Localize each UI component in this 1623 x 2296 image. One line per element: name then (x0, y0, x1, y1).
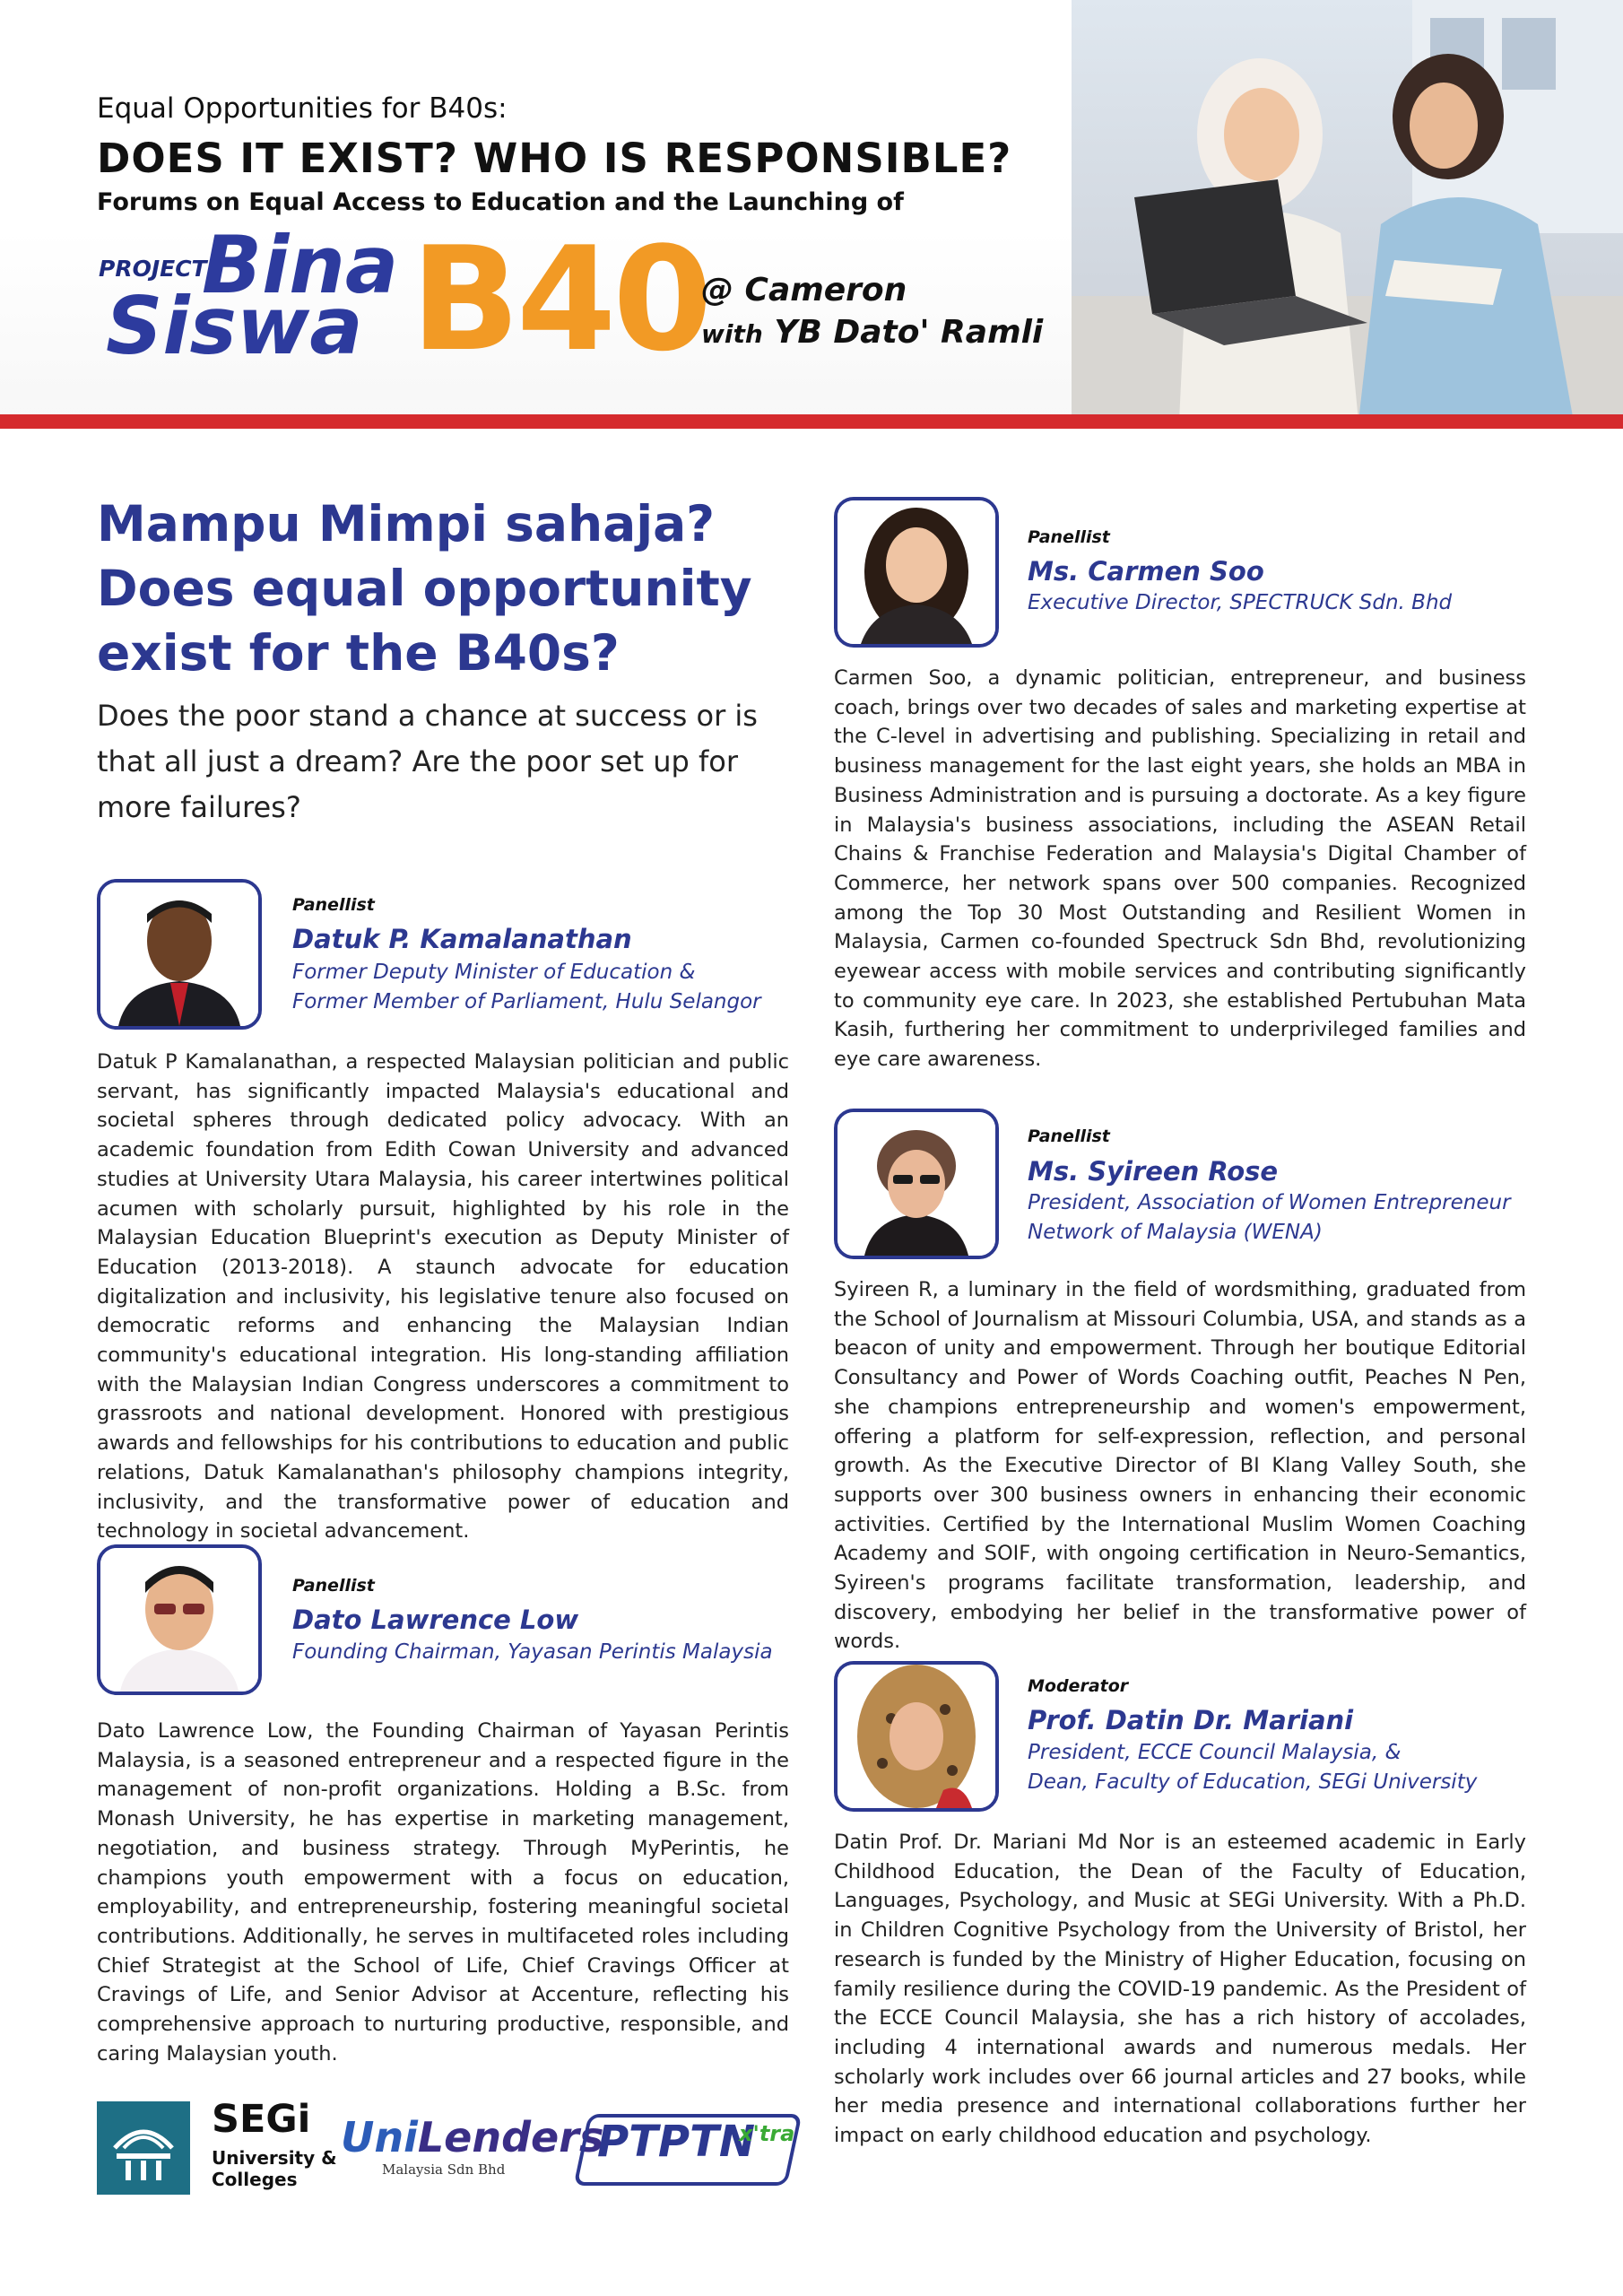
panelist-photo-kamalanathan (97, 879, 262, 1030)
panelist-title (292, 958, 794, 1017)
event-guest-prefix: with (701, 319, 763, 349)
panelist-name: Ms. Syireen Rose (1028, 1156, 1279, 1187)
ptptn-xtra: x'tra (739, 2121, 795, 2146)
avatar (100, 1548, 258, 1692)
panelist-name: Dato Lawrence Low (292, 1605, 579, 1635)
logo-b40-word: B40 (411, 215, 709, 383)
panelist-role: Panellist (292, 1576, 375, 1596)
intro-question: Mampu Mimpi sahaja? Does equal opportunity exist for the B40s? (97, 495, 752, 682)
panelist-name: Datuk P. Kamalanathan (292, 924, 632, 954)
panelist-title (1028, 588, 1530, 618)
logo-siswa-word: Siswa (106, 280, 363, 372)
panelist-photo-syireen-rose (834, 1109, 999, 1259)
moderator-photo-mariani (834, 1661, 999, 1812)
moderator-title-line: President, ECCE Council Malaysia, & (1028, 1741, 1402, 1764)
moderator-bio: Datin Prof. Dr. Mariani Md Nor is an esteemed academic in Early Childhood Education, the Dean of the Faculty of Education, Languages, Psychology, and Music at SEGi University. With a Ph.D. in Children Cognitive Psychology from the University of Bristol, her research is funded by the Ministry of Higher Education, focusing on family resilience during the COVID-19 pandemic. As the President of the ECCE Council Malaysia, she has a rich history of accolades, including 4 international awards and numerous medals. Her scholarly work includes over 66 journal articles and 27 books, while her media presence and international collaborations further her impact on early childhood education and psychology. (834, 1831, 1526, 2148)
avatar (838, 1665, 995, 1808)
panelist-title-line: Executive Director, SPECTRUCK Sdn. Bhd (1028, 591, 1453, 614)
ptptn-logo: PTPTN (597, 2117, 756, 2167)
unilenders-logo (341, 2113, 603, 2161)
avatar (838, 500, 995, 644)
header-divider (0, 414, 1623, 429)
moderator-title (1028, 1738, 1566, 1797)
avatar (100, 883, 258, 1026)
segi-subtitle (212, 2147, 337, 2190)
segi-logo-icon (97, 2101, 190, 2195)
panelist-photo-carmen-soo (834, 497, 999, 648)
students-photo (1072, 0, 1623, 420)
header-banner (0, 0, 1623, 420)
panelist-photo-lawrence-low (97, 1544, 262, 1695)
intro-text: Does the poor stand a chance at success or is that all just a dream? Are the poor set up for more failures? (97, 699, 758, 824)
event-guest (701, 314, 1043, 351)
panelist-title-line: Network of Malaysia (WENA) (1028, 1221, 1323, 1244)
panelist-title-line: President, Association of Women Entrepreneur (1028, 1191, 1511, 1214)
panelist-role: Panellist (292, 895, 375, 915)
unilenders-subtitle: Malaysia Sdn Bhd (382, 2161, 506, 2178)
event-pre-title: Equal Opportunities for B40s: (97, 92, 508, 125)
panelist-title-line: Former Deputy Minister of Education & (292, 961, 696, 984)
avatar (838, 1112, 995, 1256)
panelist-name: Ms. Carmen Soo (1028, 556, 1264, 587)
segi-subtitle-line: Colleges (212, 2169, 298, 2190)
panelist-title (1028, 1188, 1566, 1248)
panelist-title (292, 1638, 794, 1667)
segi-name: SEGi (212, 2097, 311, 2142)
panelist-bio: Carmen Soo, a dynamic politician, entrepreneur, and business coach, brings over two decades of sales and marketing expertise at the C-level in advertising and publishing. Specializing in retail and business management for the last eight years, she holds an MBA in Business Administration and is pursuing a doctorate. As a key figure in Malaysia's business associations, including the ASEAN Retail Chains & Franchise Federation and Malaysia's Digital Chamber of Commerce, her network spans over 500 companies. Recognized among the Top 30 Most Outstanding and Resilient Women in Malaysia, Carmen co-founded Spectruck Sdn Bhd, revolutionizing eyewear access with mobile services and contributing significantly to community eye care. In 2023, she established Pertubuhan Mata Kasih, furthering her commitment to underprivileged families and eye care awareness. (834, 666, 1526, 1072)
unilenders-lenders: Lenders (417, 2113, 604, 2161)
panelist-title-line: Founding Chairman, Yayasan Perintis Malaysia (292, 1640, 773, 1664)
event-guest-name: YB Dato' Ramli (774, 314, 1044, 351)
panelist-bio: Syireen R, a luminary in the field of wordsmithing, graduated from the School of Journalism at Missouri Columbia, USA, and stands as a beacon of unity and empowerment. Through her boutique Editorial Consultancy and Power of Words Coaching outfit, Peaches N Pen, she champions entrepreneurship and women's empowerment, offering a platform for self-expression, reflection, and personal growth. As the Executive Director of BI Klang Valley South, she supports over 300 business owners in enhancing their economic activities. Certified by the International Muslim Women Coaching Academy and SOIF, with ongoing certification in Neuro-Semantics, Syireen's programs facilitate transformation, leadership, and discovery, embodying her belief in the transformative power of words. (834, 1278, 1526, 1654)
moderator-title-line: Dean, Faculty of Education, SEGi University (1028, 1770, 1478, 1794)
moderator-role: Moderator (1028, 1676, 1129, 1696)
logo-bina-word: Bina (202, 219, 399, 311)
segi-subtitle-line: University & (212, 2147, 337, 2169)
panelist-role: Panellist (1028, 527, 1110, 547)
event-subtitle: Forums on Equal Access to Education and the Launching of (97, 188, 904, 216)
event-venue: @ Cameron (701, 272, 907, 309)
panelist-role: Panellist (1028, 1126, 1110, 1146)
logo-project-word: PROJECT (99, 256, 207, 282)
unilenders-uni: Uni (341, 2113, 418, 2161)
panelist-title-line: Former Member of Parliament, Hulu Selangor (292, 990, 761, 1013)
panelist-bio: Datuk P Kamalanathan, a respected Malaysian politician and public servant, has significantly impacted Malaysia's educational and societal spheres through dedicated policy advocacy. With an academic foundation from Edith Cowan University and advanced studies at University Utara Malaysia, his career intertwines political acumen with scholarly pursuit, highlighted by his role in the Malaysian Education Blueprint's execution as Deputy Minister of Education (2013-2018). A staunch advocate for education digitalization and inclusivity, his legislative tenure also focused on democratic reforms and enhancing the Malaysian Indian community's educational integration. His long-standing affiliation with the Malaysian Indian Congress underscores a commitment to grassroots and national development. Honored with prestigious awards and fellowships for his contributions to education and public relations, Datuk Kamalanathan's philosophy champions integrity, inclusivity, and the transformative power of education and technology in societal advancement. (97, 1050, 789, 1544)
moderator-name: Prof. Datin Dr. Mariani (1028, 1705, 1354, 1735)
panelist-bio: Dato Lawrence Low, the Founding Chairman of Yayasan Perintis Malaysia, is a seasoned entrepreneur and a respected figure in the management of non-profit organizations. Holding a B.Sc. from Monash University, he has expertise in marketing management, negotiation, and business strategy. Through MyPerintis, he champions youth empowerment with a focus on education, employability, and entrepreneurship, fostering meaningful societal contributions. Additionally, he serves in multifaceted roles including Chief Strategist at the School of Life, Chief Cravings Officer at Cravings of Life, and Senior Advisor at Accenture, reflecting his comprehensive approach to nurturing productive, responsible, and caring Malaysian youth. (97, 1719, 789, 2066)
event-main-title: DOES IT EXIST? WHO IS RESPONSIBLE? (97, 135, 1012, 182)
